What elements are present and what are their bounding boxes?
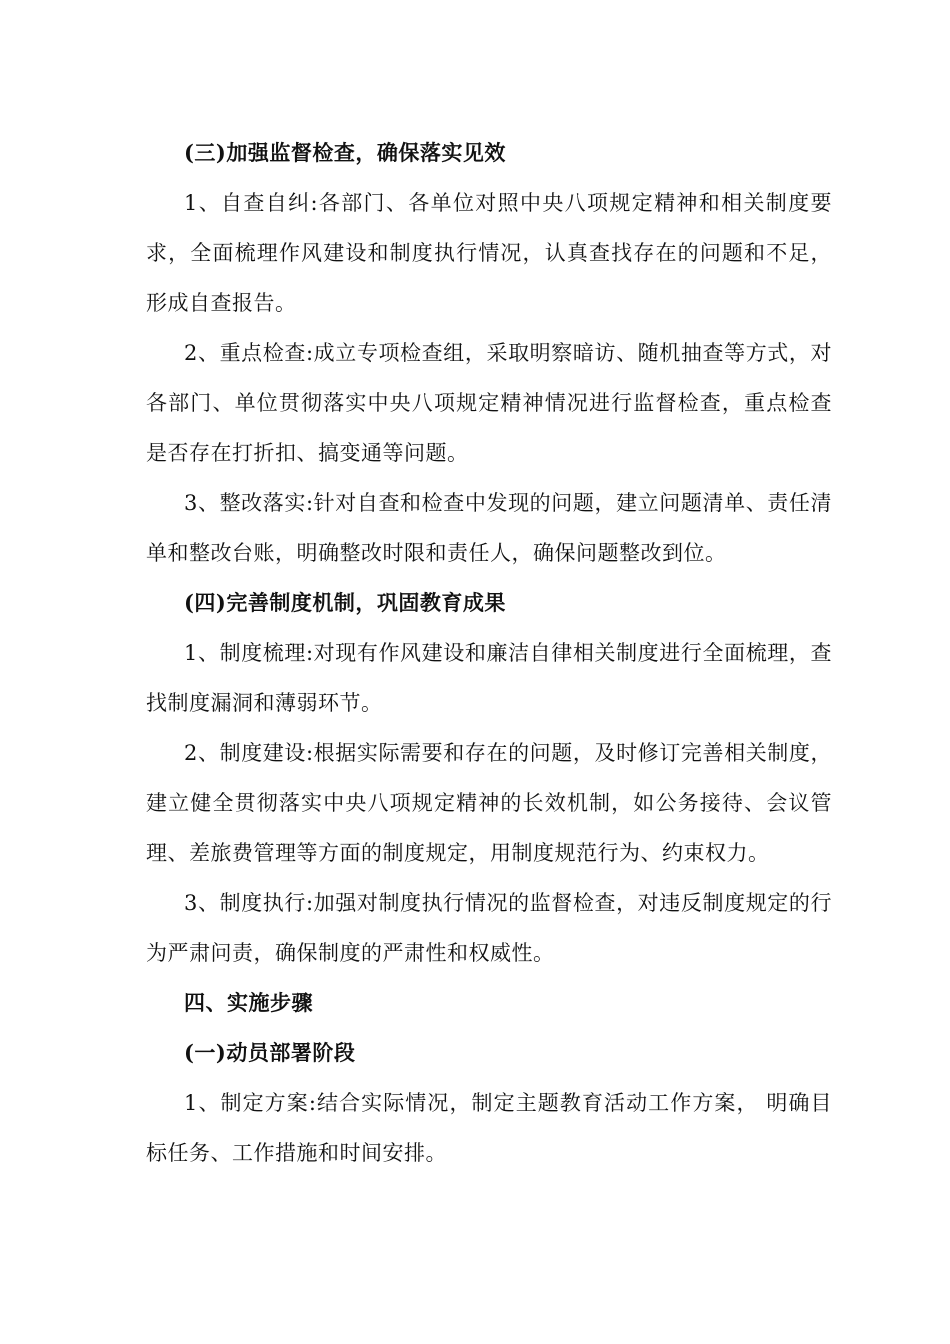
document-body bbox=[146, 128, 832, 1178]
section-heading-implementation-steps: 四、实施步骤 bbox=[184, 990, 313, 1015]
paragraph-formulate-plan: 1、制定方案:结合实际情况，制定主题教育活动工作方案， 明确目标任务、工作措施和时间安排。 bbox=[146, 1091, 832, 1165]
section-heading-system-mechanism: (四)完善制度机制，巩固教育成果 bbox=[184, 590, 506, 615]
paragraph-system-execution: 3、制度执行:加强对制度执行情况的监督检查，对违反制度规定的行为严肃问责，确保制度的严肃性和权威性。 bbox=[146, 891, 832, 965]
paragraph-key-inspection: 2、重点检查:成立专项检查组，采取明察暗访、随机抽查等方式，对各部门、单位贯彻落实中央八项规定精神情况进行监督检查，重点检查是否存在打折扣、搞变通等问题。 bbox=[146, 341, 832, 465]
section-heading-mobilization-stage: (一)动员部署阶段 bbox=[184, 1040, 356, 1065]
paragraph-rectification: 3、整改落实:针对自查和检查中发现的问题，建立问题清单、责任清单和整改台账，明确整改时限和责任人，确保问题整改到位。 bbox=[146, 491, 832, 565]
section-heading-supervision: (三)加强监督检查，确保落实见效 bbox=[184, 140, 506, 165]
paragraph-self-inspection: 1、自查自纠:各部门、各单位对照中央八项规定精神和相关制度要求，全面梳理作风建设和制度执行情况，认真查找存在的问题和不足，形成自查报告。 bbox=[146, 191, 832, 315]
paragraph-system-review: 1、制度梳理:对现有作风建设和廉洁自律相关制度进行全面梳理，查找制度漏洞和薄弱环节。 bbox=[146, 641, 832, 715]
paragraph-system-building: 2、制度建设:根据实际需要和存在的问题，及时修订完善相关制度，建立健全贯彻落实中央八项规定精神的长效机制，如公务接待、会议管理、差旅费管理等方面的制度规定，用制度规范行为、约束权力。 bbox=[146, 741, 832, 865]
